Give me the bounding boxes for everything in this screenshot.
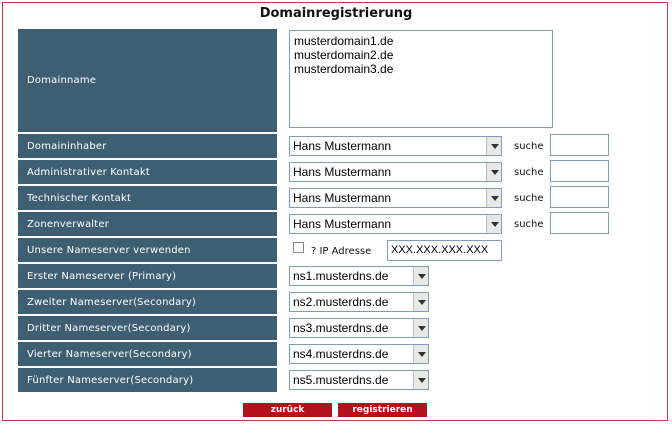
- select-value: ns1.musterdns.de: [293, 269, 389, 283]
- own-nameserver-checkbox[interactable]: [293, 242, 304, 253]
- chevron-down-icon[interactable]: [413, 345, 428, 363]
- admin-contact-search-input[interactable]: [550, 160, 609, 182]
- tech-contact-select[interactable]: [289, 188, 502, 208]
- label-domainname: Domainname: [18, 29, 277, 132]
- label-nameserver-5: Fünfter Nameserver(Secondary): [18, 368, 277, 392]
- domain-line: musterdomain1.de: [294, 34, 394, 48]
- select-value: ns3.musterdns.de: [293, 321, 389, 335]
- search-label: suche: [514, 193, 544, 204]
- nameserver-3-select[interactable]: [289, 318, 429, 338]
- ip-address-input[interactable]: XXX.XXX.XXX.XXX: [387, 240, 502, 261]
- label-nameserver-2: Zweiter Nameserver(Secondary): [18, 290, 277, 314]
- nameserver-1-select[interactable]: [289, 266, 429, 286]
- label-tech-contact: Technischer Kontakt: [18, 186, 277, 210]
- label-zonenverwalter: Zonenverwalter: [18, 212, 277, 236]
- label-own-nameserver: Unsere Nameserver verwenden: [18, 238, 277, 262]
- chevron-down-icon[interactable]: [413, 371, 428, 389]
- select-value: ns2.musterdns.de: [293, 295, 389, 309]
- label-domaininhaber: Domaininhaber: [18, 134, 277, 158]
- domainname-textarea[interactable]: [289, 30, 553, 128]
- chevron-down-icon[interactable]: [486, 137, 501, 155]
- chevron-down-icon[interactable]: [486, 189, 501, 207]
- domain-line: musterdomain2.de: [294, 48, 394, 62]
- chevron-down-icon[interactable]: [486, 215, 501, 233]
- label-nameserver-4: Vierter Nameserver(Secondary): [18, 342, 277, 366]
- label-nameserver-1: Erster Nameserver (Primary): [18, 264, 277, 288]
- select-value: ns4.musterdns.de: [293, 347, 389, 361]
- select-value: Hans Mustermann: [293, 139, 392, 153]
- nameserver-2-select[interactable]: [289, 292, 429, 312]
- search-label: suche: [514, 219, 544, 230]
- label-admin-contact: Administrativer Kontakt: [18, 160, 277, 184]
- chevron-down-icon[interactable]: [413, 319, 428, 337]
- chevron-down-icon[interactable]: [486, 163, 501, 181]
- label-nameserver-3: Dritter Nameserver(Secondary): [18, 316, 277, 340]
- zonenverwalter-search-input[interactable]: [550, 212, 609, 234]
- search-label: suche: [514, 167, 544, 178]
- domaininhaber-select[interactable]: [289, 136, 502, 156]
- chevron-down-icon[interactable]: [413, 293, 428, 311]
- search-label: suche: [514, 141, 544, 152]
- select-value: Hans Mustermann: [293, 191, 392, 205]
- register-button[interactable]: registrieren: [338, 403, 427, 417]
- ip-address-label: ? IP Adresse: [311, 246, 372, 257]
- back-button[interactable]: zurück: [243, 403, 332, 417]
- select-value: Hans Mustermann: [293, 217, 392, 231]
- domain-line: musterdomain3.de: [294, 62, 394, 76]
- page-title: Domainregistrierung: [259, 6, 413, 21]
- nameserver-5-select[interactable]: [289, 370, 429, 390]
- zonenverwalter-select[interactable]: [289, 214, 502, 234]
- admin-contact-select[interactable]: [289, 162, 502, 182]
- chevron-down-icon[interactable]: [413, 267, 428, 285]
- select-value: ns5.musterdns.de: [293, 373, 389, 387]
- domaininhaber-search-input[interactable]: [550, 134, 609, 156]
- select-value: Hans Mustermann: [293, 165, 392, 179]
- nameserver-4-select[interactable]: [289, 344, 429, 364]
- tech-contact-search-input[interactable]: [550, 186, 609, 208]
